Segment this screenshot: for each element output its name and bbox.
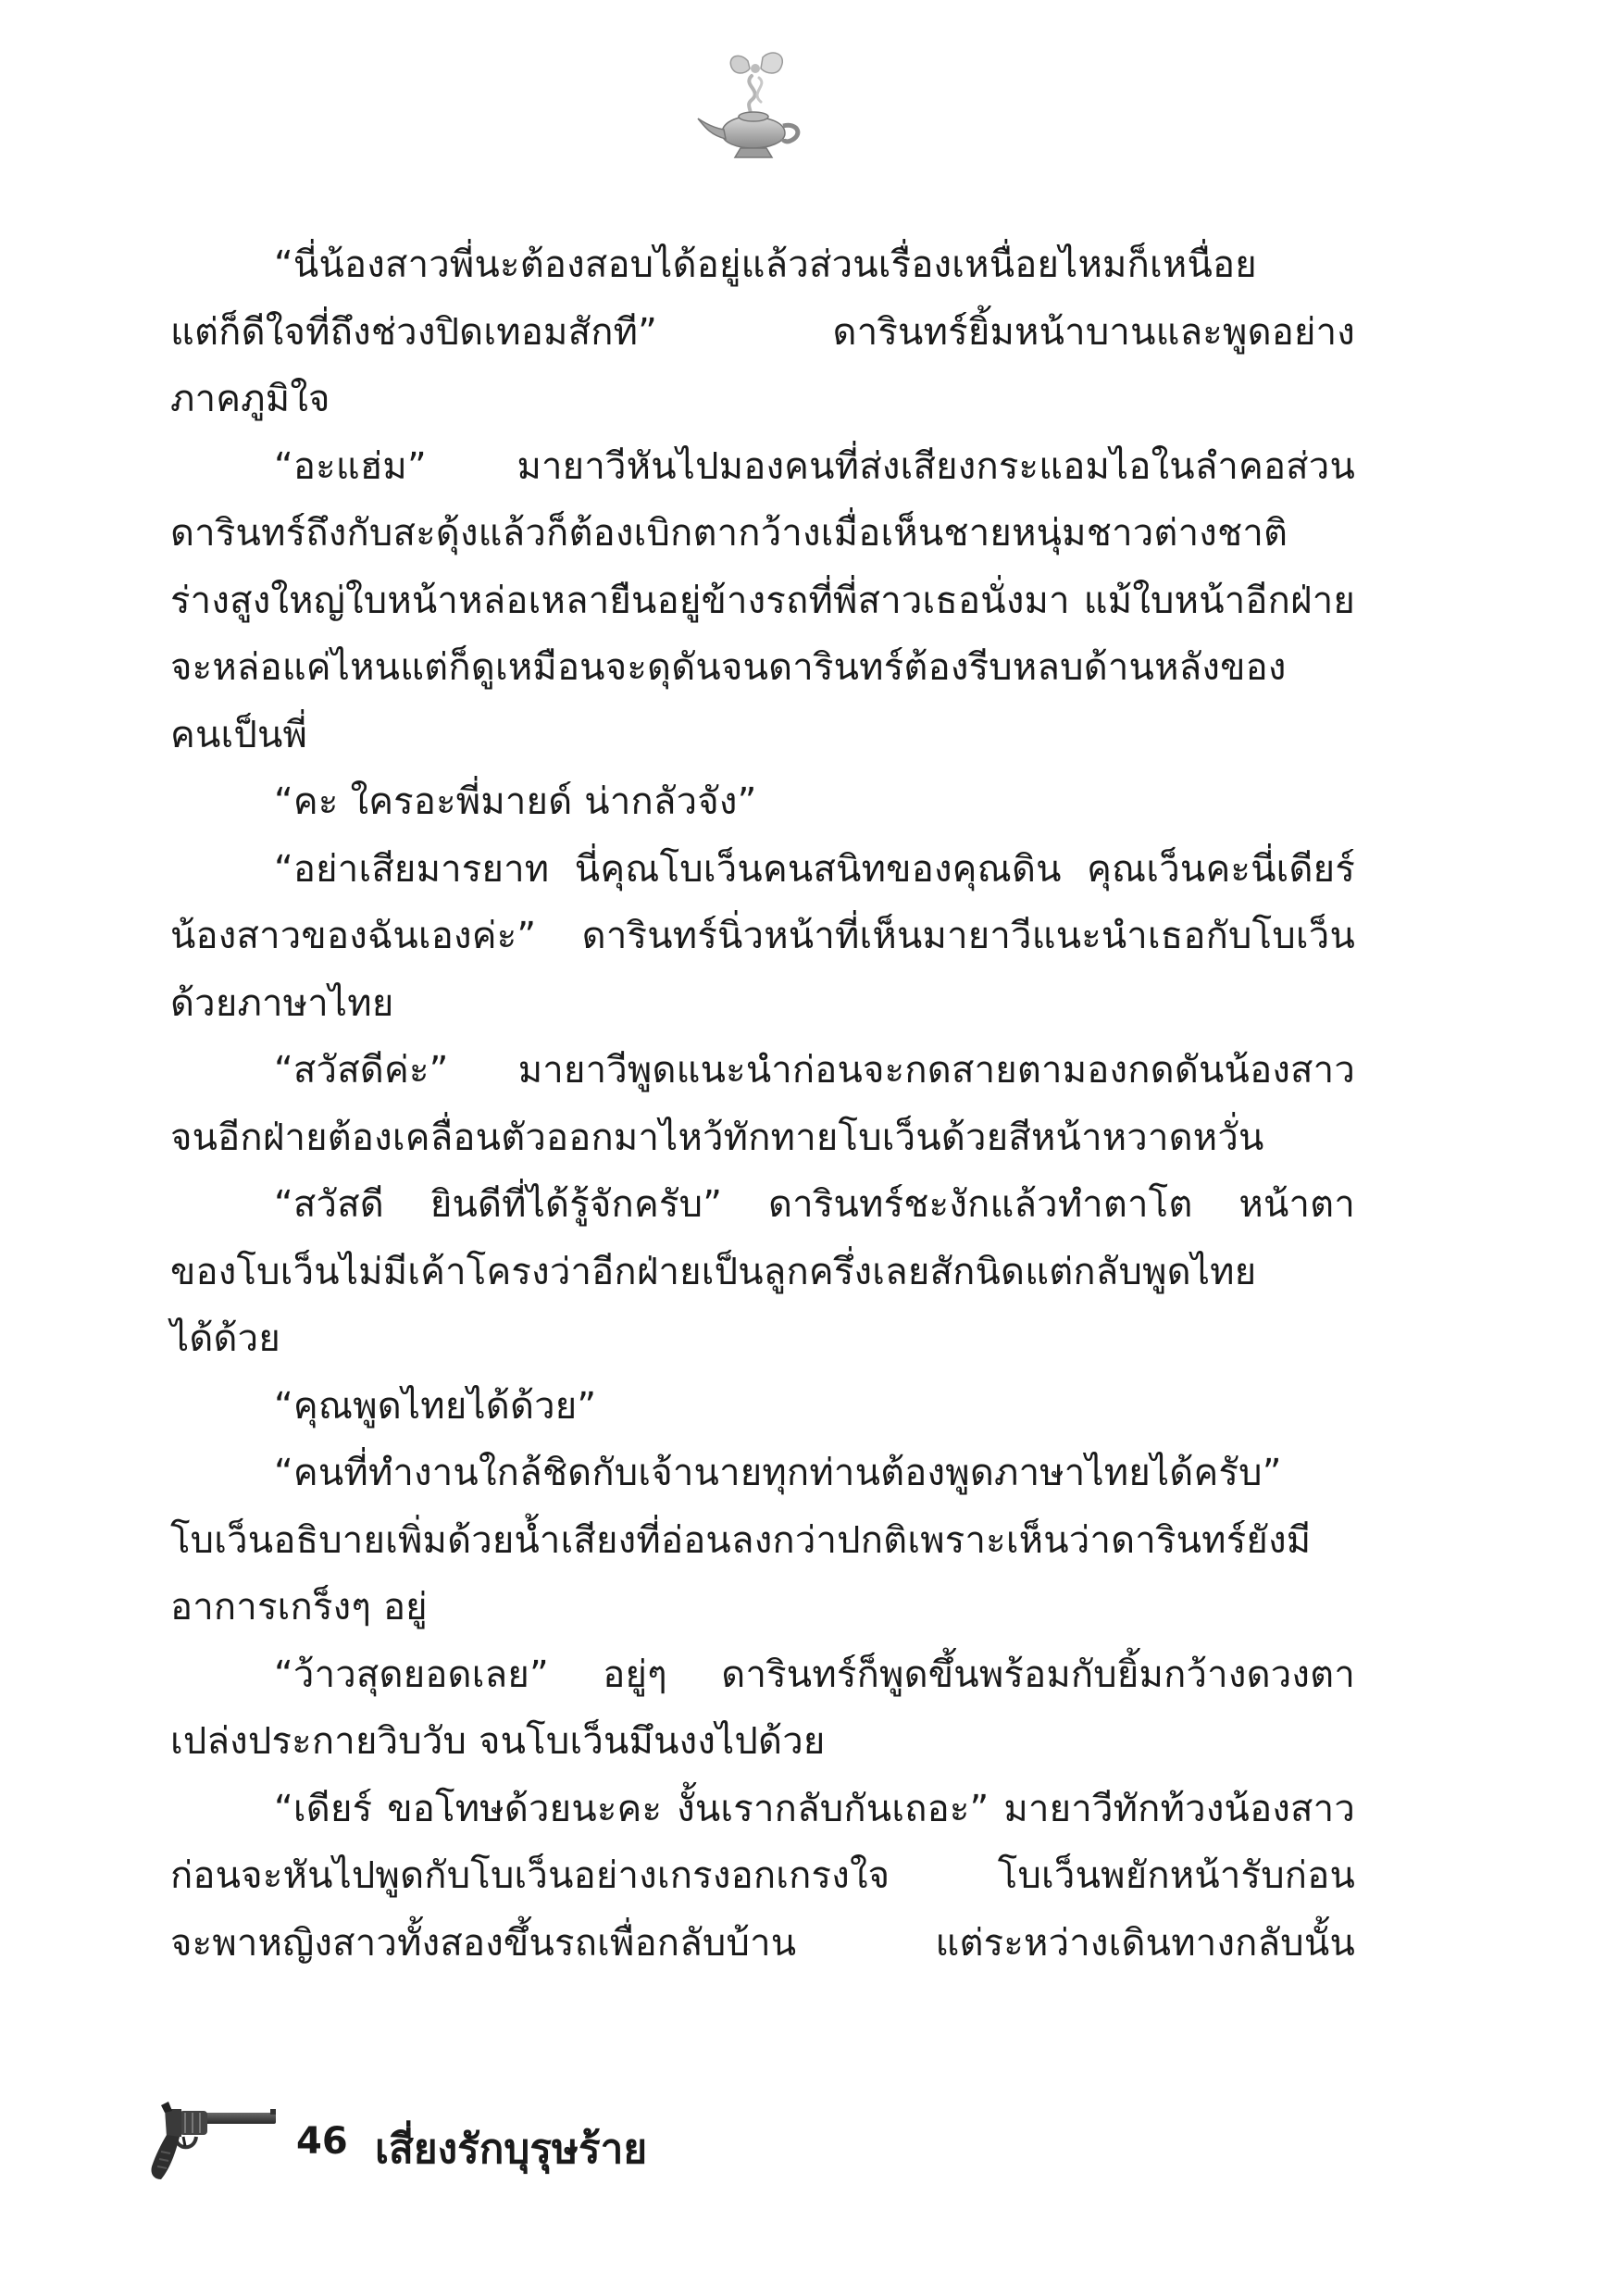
page-number: 46 [296,2120,348,2163]
text-line: “คนที่ทำงานใกล้ชิดกับเจ้านายทุกท่านต้องพูดภาษาไทยได้ครับ” [274,1452,1282,1494]
text-line: จะหล่อแค่ไหนแต่ก็ดูเหมือนจะดุดันจนดารินทร์ต้องรีบหลบด้านหลังของ [170,646,1287,689]
text-line: อาการเกร็งๆ อยู่ [170,1586,428,1628]
text-line: “เดียร์ ขอโทษด้วยนะคะ งั้นเรากลับกันเถอะ” มายาวีทักท้วงน้องสาว [274,1787,1355,1830]
genie-lamp-icon [694,48,815,168]
text-line: เปล่งประกายวิบวับ จนโบเว็นมึนงงไปด้วย [170,1720,826,1763]
text-line: ร่างสูงใหญ่ใบหน้าหล่อเหลายืนอยู่ข้างรถที่พี่สาวเธอนั่งมา แม้ใบหน้าอีกฝ่าย [170,579,1355,622]
text-line: จะพาหญิงสาวทั้งสองขึ้นรถเพื่อกลับบ้าน แต่ระหว่างเดินทางกลับนั้น [170,1921,1355,1965]
revolver-icon [148,2100,278,2183]
text-line: “คะ ใครอะพี่มายด์ น่ากลัวจัง” [274,780,757,823]
text-line: ได้ด้วย [170,1317,280,1360]
text-line: จนอีกฝ่ายต้องเคลื่อนตัวออกมาไหว้ทักทายโบเว็นด้วยสีหน้าหวาดหวั่น [170,1116,1264,1159]
text-line: แต่ก็ดีใจที่ถึงช่วงปิดเทอมสักที” ดารินทร์ยิ้มหน้าบานและพูดอย่าง [170,310,1355,354]
text-line: น้องสาวของฉันเองค่ะ” ดารินทร์นิ่วหน้าที่เห็นมายาวีแนะนำเธอกับโบเว็น [170,915,1355,957]
text-line: “ว้าวสุดยอดเลย” อยู่ๆ ดารินทร์ก็พูดขึ้นพร้อมกับยิ้มกว้างดวงตา [274,1653,1355,1696]
text-line: โบเว็นอธิบายเพิ่มด้วยน้ำเสียงที่อ่อนลงกว่าปกติเพราะเห็นว่าดารินทร์ยังมี [170,1518,1312,1562]
text-line: ภาคภูมิใจ [170,378,330,420]
text-line: ของโบเว็นไม่มีเค้าโครงว่าอีกฝ่ายเป็นลูกครึ่งเลยสักนิดแต่กลับพูดไทย [170,1250,1257,1293]
text-line: “คุณพูดไทยได้ด้วย” [274,1384,597,1428]
page-footer [148,2100,796,2192]
text-line: คนเป็นพี่ [170,713,308,756]
text-line: ด้วยภาษาไทย [170,981,394,1025]
text-line: ดารินทร์ถึงกับสะดุ้งแล้วก็ต้องเบิกตากว้างเมื่อเห็นชายหนุ่มชาวต่างชาติ [170,512,1288,555]
text-line: “สวัสดี ยินดีที่ได้รู้จักครับ” ดารินทร์ชะงักแล้วทำตาโต หน้าตา [274,1183,1355,1226]
text-line: ก่อนจะหันไปพูดกับโบเว็นอย่างเกรงอกเกรงใจ โบเว็นพยักหน้ารับก่อน [170,1854,1355,1897]
book-title: เสี่ยงรักบุรุษร้าย [375,2126,648,2173]
text-line: “อย่าเสียมารยาท นี่คุณโบเว็นคนสนิทของคุณดิน คุณเว็นคะนี่เดียร์ [274,847,1355,891]
text-line: “สวัสดีค่ะ” มายาวีพูดแนะนำก่อนจะกดสายตามองกดดันน้องสาว [274,1049,1355,1092]
body-text [170,231,1355,1977]
text-line: “นี่น้องสาวพี่นะต้องสอบได้อยู่แล้วส่วนเรื่องเหนื่อยไหมก็เหนื่อย [274,243,1257,286]
text-line: “อะแฮ่ม” มายาวีหันไปมองคนที่ส่งเสียงกระแอมไอในลำคอส่วน [274,444,1355,488]
